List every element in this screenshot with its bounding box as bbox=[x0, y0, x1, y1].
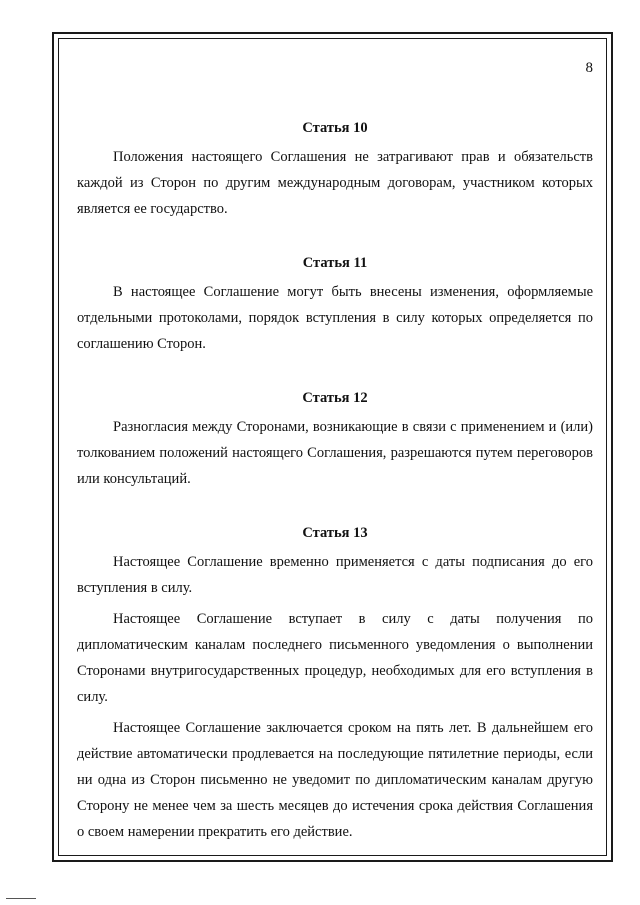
article-title: Статья 12 bbox=[302, 390, 368, 406]
article-12 bbox=[77, 385, 593, 492]
article-paragraph: В настоящее Соглашение могут быть внесены изменения, оформляемые отдельными протоколами, порядок вступления в силу которых определяется по соглашению Сторон. bbox=[77, 284, 593, 352]
article-11 bbox=[77, 250, 593, 357]
article-paragraph: Настоящее Соглашение заключается сроком на пять лет. В дальнейшем его действие автоматически продлевается на последующие пятилетние периоды, если ни одна из Сторон письменно не уведомит по дипломатическим каналам другую Сторону не менее чем за шесть месяцев до истечения срока действия Соглашения о своем намерении прекратить его действие. bbox=[77, 720, 593, 840]
article-paragraph: Настоящее Соглашение вступает в силу с даты получения по дипломатическим каналам последнего письменного уведомления о выполнении Сторонами внутригосударственных процедур, необходимых для его вступления в силу. bbox=[77, 611, 593, 705]
article-paragraph: Положения настоящего Соглашения не затрагивают прав и обязательств каждой из Сторон по другим международным договорам, участником которых является ее государство. bbox=[77, 149, 593, 217]
page-number: 8 bbox=[585, 60, 593, 76]
article-paragraph: Разногласия между Сторонами, возникающие в связи с применением и (или) толкованием положений настоящего Соглашения, разрешаются путем переговоров или консультаций. bbox=[77, 419, 593, 487]
article-10 bbox=[77, 115, 593, 222]
scan-edge-mark bbox=[6, 898, 36, 899]
article-title: Статья 11 bbox=[302, 255, 368, 271]
article-paragraph: Настоящее Соглашение временно применяется с даты подписания до его вступления в силу. bbox=[77, 554, 593, 596]
article-title: Статья 10 bbox=[302, 120, 368, 136]
document-body bbox=[77, 58, 593, 845]
article-title: Статья 13 bbox=[302, 525, 368, 541]
article-13 bbox=[77, 520, 593, 845]
